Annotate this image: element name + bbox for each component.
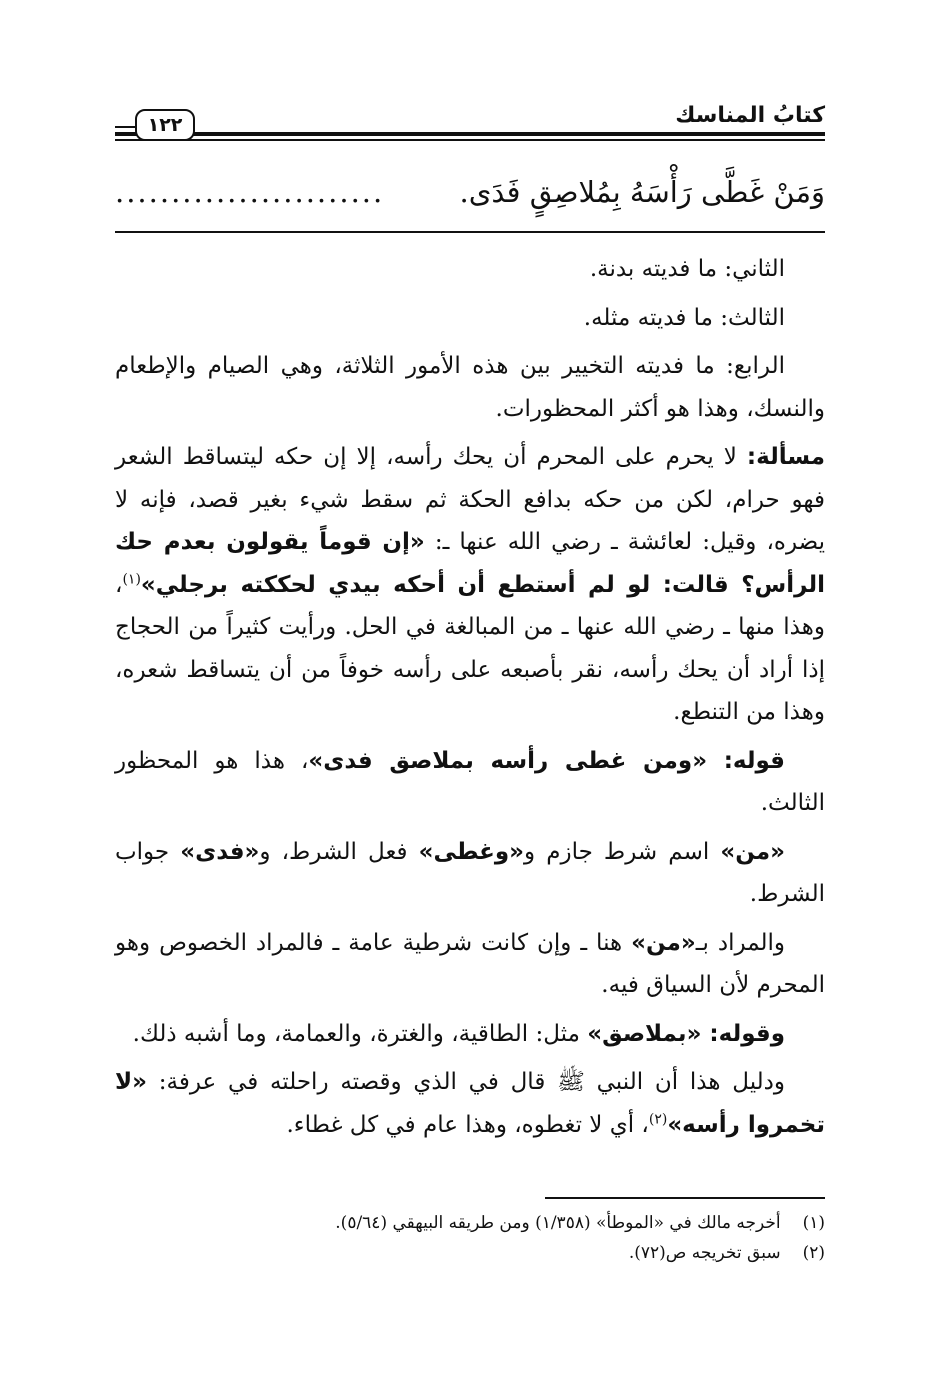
quoted-hadith: «لا تخمروا رأسه» bbox=[115, 1069, 825, 1138]
footnotes bbox=[115, 1208, 825, 1268]
paragraph-text: والمراد بـ bbox=[695, 929, 785, 956]
quoted-word: «وغطى» bbox=[418, 838, 525, 865]
paragraph-text: اسم شرط جازم و bbox=[524, 838, 721, 865]
paragraph bbox=[115, 740, 825, 825]
footnote bbox=[115, 1208, 825, 1238]
paragraph bbox=[115, 345, 825, 430]
page-header bbox=[115, 95, 825, 155]
paragraph bbox=[115, 1061, 825, 1146]
paragraph-text: الرابع: ما فديته التخيير بين هذه الأمور الثلاثة، وهي الصيام والإطعام والنسك، وهذا هو أكثر المحظورات. bbox=[115, 353, 825, 422]
paragraph-text: جواب الشرط. bbox=[115, 838, 825, 907]
footnote-text: أخرجه مالك في «الموطأ» (١/٣٥٨) ومن طريقه البيهقي (٥/٦٤). bbox=[335, 1213, 781, 1233]
paragraph-text: الثالث: ما فديته مثله. bbox=[583, 304, 785, 331]
quoted-word: «من» bbox=[720, 838, 785, 865]
header-rule-thick bbox=[115, 132, 825, 136]
paragraph-text: ودليل هذا أن النبي ﷺ قال في الذي وقصته راحلته في عرفة: bbox=[146, 1069, 785, 1095]
paragraph-text: فعل الشرط، و bbox=[259, 838, 419, 865]
paragraph bbox=[115, 1013, 825, 1056]
footnote-text: سبق تخريجه ص(٧٢). bbox=[628, 1243, 781, 1263]
paragraph bbox=[115, 831, 825, 916]
quoted-hadith: «إن قوماً يقولون بعدم حك الرأس؟ قالت: لو لم أستطع أن أحكه بيدي لحككته برجلي» bbox=[115, 529, 825, 598]
matn-rule bbox=[115, 231, 825, 233]
book-title: كتابُ المناسك bbox=[675, 103, 825, 128]
footnote-ref[interactable]: (١) bbox=[122, 570, 141, 587]
paragraph bbox=[115, 436, 825, 734]
paragraph bbox=[115, 248, 825, 291]
paragraph bbox=[115, 922, 825, 1007]
paragraph-text: لا يحرم على المحرم أن يحك رأسه، إلا إن حكه ليتساقط الشعر فهو حرام، لكن من حكه بدافع الحكة ثم سقط شيء بغير قصد، فإنه لا يضره، وقيل: لعائشة ـ رضي الله عنها ـ: bbox=[115, 444, 825, 555]
footnote-ref[interactable]: (٢) bbox=[648, 1110, 668, 1127]
page-number: ١٢٢ bbox=[135, 109, 195, 141]
commentary-body bbox=[115, 248, 825, 1152]
matn-line bbox=[115, 168, 825, 228]
quoted-word: «من» bbox=[631, 929, 696, 956]
issue-label: مسألة: bbox=[746, 444, 825, 470]
footnote-rule bbox=[545, 1197, 825, 1199]
quoted-matn: قوله: «ومن غطى رأسه بملاصق فدى» bbox=[308, 747, 785, 774]
paragraph-text: هنا ـ وإن كانت شرطية عامة ـ فالمراد الخصوص وهو المحرم لأن السياق فيه. bbox=[115, 929, 825, 998]
paragraph-text: الثاني: ما فديته بدنة. bbox=[589, 256, 785, 282]
paragraph-text: ، وهذا منها ـ رضي الله عنها ـ من المبالغة في الحل. ورأيت كثيراً من الحجاج إذا أراد أن يحك رأسه، نقر بأصبعه على رأسه خوفاً من أن يتساقط شعره، وهذا من التنطع. bbox=[115, 571, 825, 725]
footnote-number: (٢) bbox=[802, 1243, 825, 1263]
paragraph-text: ، هذا هو المحظور الثالث. bbox=[115, 747, 825, 816]
header-rule-thin bbox=[115, 139, 825, 141]
paragraph-text: مثل: الطاقية، والغترة، والعمامة، وما أشبه ذلك. bbox=[132, 1020, 588, 1047]
quoted-word: «فدى» bbox=[180, 838, 260, 865]
matn-dots: ........................ bbox=[115, 175, 385, 209]
matn-verse: وَمَنْ غَطَّى رَأْسَهُ بِمُلاصِقٍ فَدَى. bbox=[459, 175, 825, 209]
paragraph-text: ، أي لا تغطوه، وهذا عام في كل غطاء. bbox=[286, 1111, 649, 1138]
footnote-number: (١) bbox=[802, 1213, 825, 1233]
header-rule-left bbox=[115, 126, 135, 128]
footnote bbox=[115, 1238, 825, 1268]
paragraph bbox=[115, 297, 825, 340]
quoted-matn: وقوله: «بملاصق» bbox=[587, 1020, 785, 1047]
